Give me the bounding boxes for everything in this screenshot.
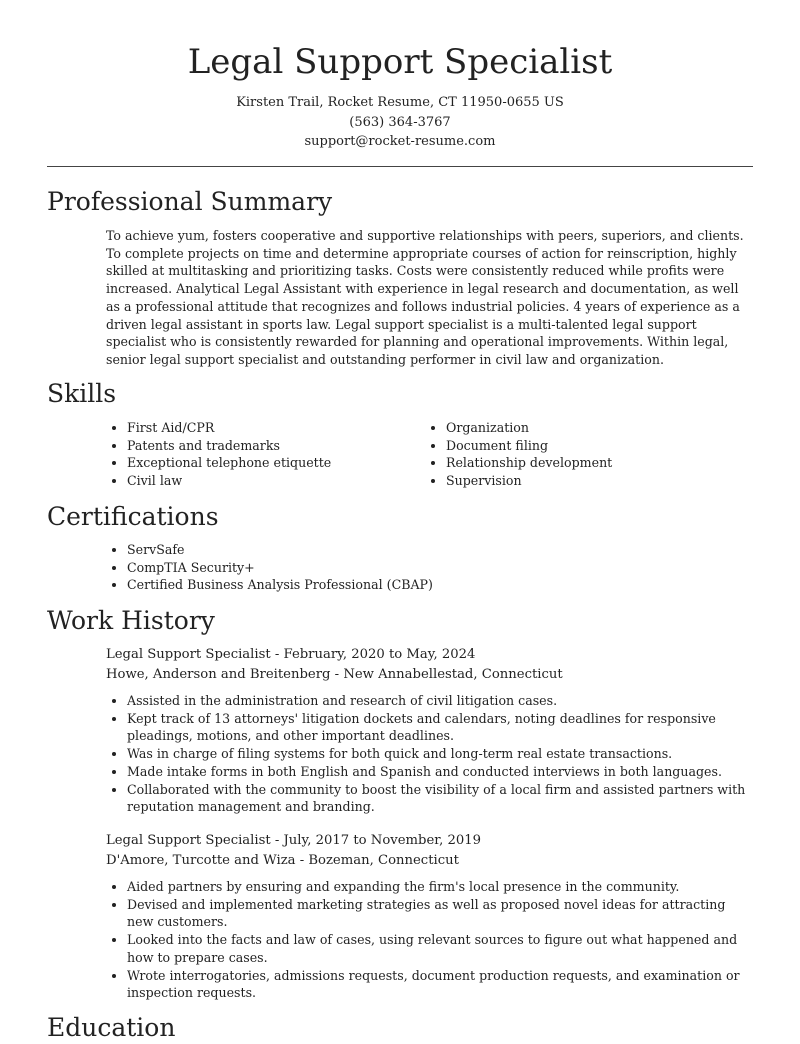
job-bullet: • Kept track of 13 attorneys' litigation dockets and calendars, noting deadlines for responsive pleadings, motions, and other important deadlines.	[127, 710, 754, 745]
certifications-list	[106, 541, 727, 594]
job-role: Legal Support Specialist	[106, 833, 271, 848]
skills-heading: Skills	[47, 379, 117, 408]
job-company-line	[106, 665, 754, 685]
job-company: Howe, Anderson and Breitenberg	[106, 666, 331, 682]
summary-text: To achieve yum, fosters cooperative and supportive relationships with peers, superiors, and clients. To complete projects on time and determine appropriate courses of action for reinscription, highly skilled at multitasking and prioritizing tasks. Costs were consistently reduced while profits were increased. Analytical Legal Assistant with experience in legal research and documentation, as well as a professional attitude that recognizes and follows industrial policies. 4 years of experience as a driven legal assistant in sports law. Legal support specialist is a multi-talented legal support specialist who is consistently rewarded for planning and operational improvements. Within legal, senior legal support specialist and outstanding performer in civil law and organization.	[106, 228, 744, 367]
skill-item: • Organization	[446, 419, 746, 437]
job-bullet: • Wrote interrogatories, admissions requests, document production requests, and examination or inspection requests.	[127, 967, 754, 1002]
contact-block	[0, 93, 800, 152]
skill-item: • Exceptional telephone etiquette	[127, 454, 417, 472]
job-dates: - July, 2017 to November, 2019	[270, 833, 482, 848]
job-header	[106, 645, 754, 684]
job-bullet: • Looked into the facts and law of cases, using relevant sources to figure out what happened and how to prepare cases.	[127, 931, 754, 966]
job-bullet: • Devised and implemented marketing strategies as well as proposed novel ideas for attracting new customers.	[127, 896, 754, 931]
job-bullet: • Assisted in the administration and research of civil litigation cases.	[127, 692, 754, 710]
job-location: - Bozeman, Connecticut	[295, 852, 459, 868]
summary-heading: Professional Summary	[47, 187, 333, 216]
skill-item: • Relationship development	[446, 454, 746, 472]
skills-list-right	[425, 419, 746, 490]
skills-list-left	[106, 419, 417, 490]
education-heading: Education	[47, 1013, 176, 1042]
job-dates: - February, 2020 to May, 2024	[270, 647, 476, 662]
job-role: Legal Support Specialist	[106, 647, 271, 662]
job-bullet: • Was in charge of filing systems for both quick and long-term real estate transactions.	[127, 745, 754, 763]
job-bullet: • Aided partners by ensuring and expanding the firm's local presence in the community.	[127, 878, 754, 896]
header-divider	[47, 166, 753, 167]
certifications-heading: Certifications	[47, 502, 219, 531]
skill-item: • Supervision	[446, 472, 746, 490]
skill-item: • Civil law	[127, 472, 417, 490]
job-location: - New Annabellestad, Connecticut	[330, 666, 563, 682]
skill-item: • First Aid/CPR	[127, 419, 417, 437]
skill-item: • Patents and trademarks	[127, 437, 417, 455]
certification-item: • Certified Business Analysis Professional (CBAP)	[127, 576, 727, 594]
job-header	[106, 831, 754, 870]
job-bullet: • Made intake forms in both English and Spanish and conducted interviews in both languages.	[127, 763, 754, 781]
resume-name: Legal Support Specialist	[187, 42, 613, 82]
skill-item: • Document filing	[446, 437, 746, 455]
certification-item: • ServSafe	[127, 541, 727, 559]
job-company-line	[106, 851, 754, 871]
contact-phone: (563) 364-3767	[349, 114, 451, 130]
job-bullets	[106, 692, 754, 816]
job-company: D'Amore, Turcotte and Wiza	[106, 852, 296, 868]
contact-address: Kirsten Trail, Rocket Resume, CT 11950-0655 US	[236, 95, 564, 110]
certification-item: • CompTIA Security+	[127, 559, 727, 577]
job-bullets	[106, 878, 754, 1002]
job-title-line	[106, 831, 754, 851]
work-history-heading: Work History	[47, 606, 215, 635]
contact-email: support@rocket-resume.com	[304, 134, 496, 149]
job-title-line	[106, 645, 754, 665]
job-bullet: • Collaborated with the community to boost the visibility of a local firm and assisted partners with reputation management and branding.	[127, 781, 754, 816]
